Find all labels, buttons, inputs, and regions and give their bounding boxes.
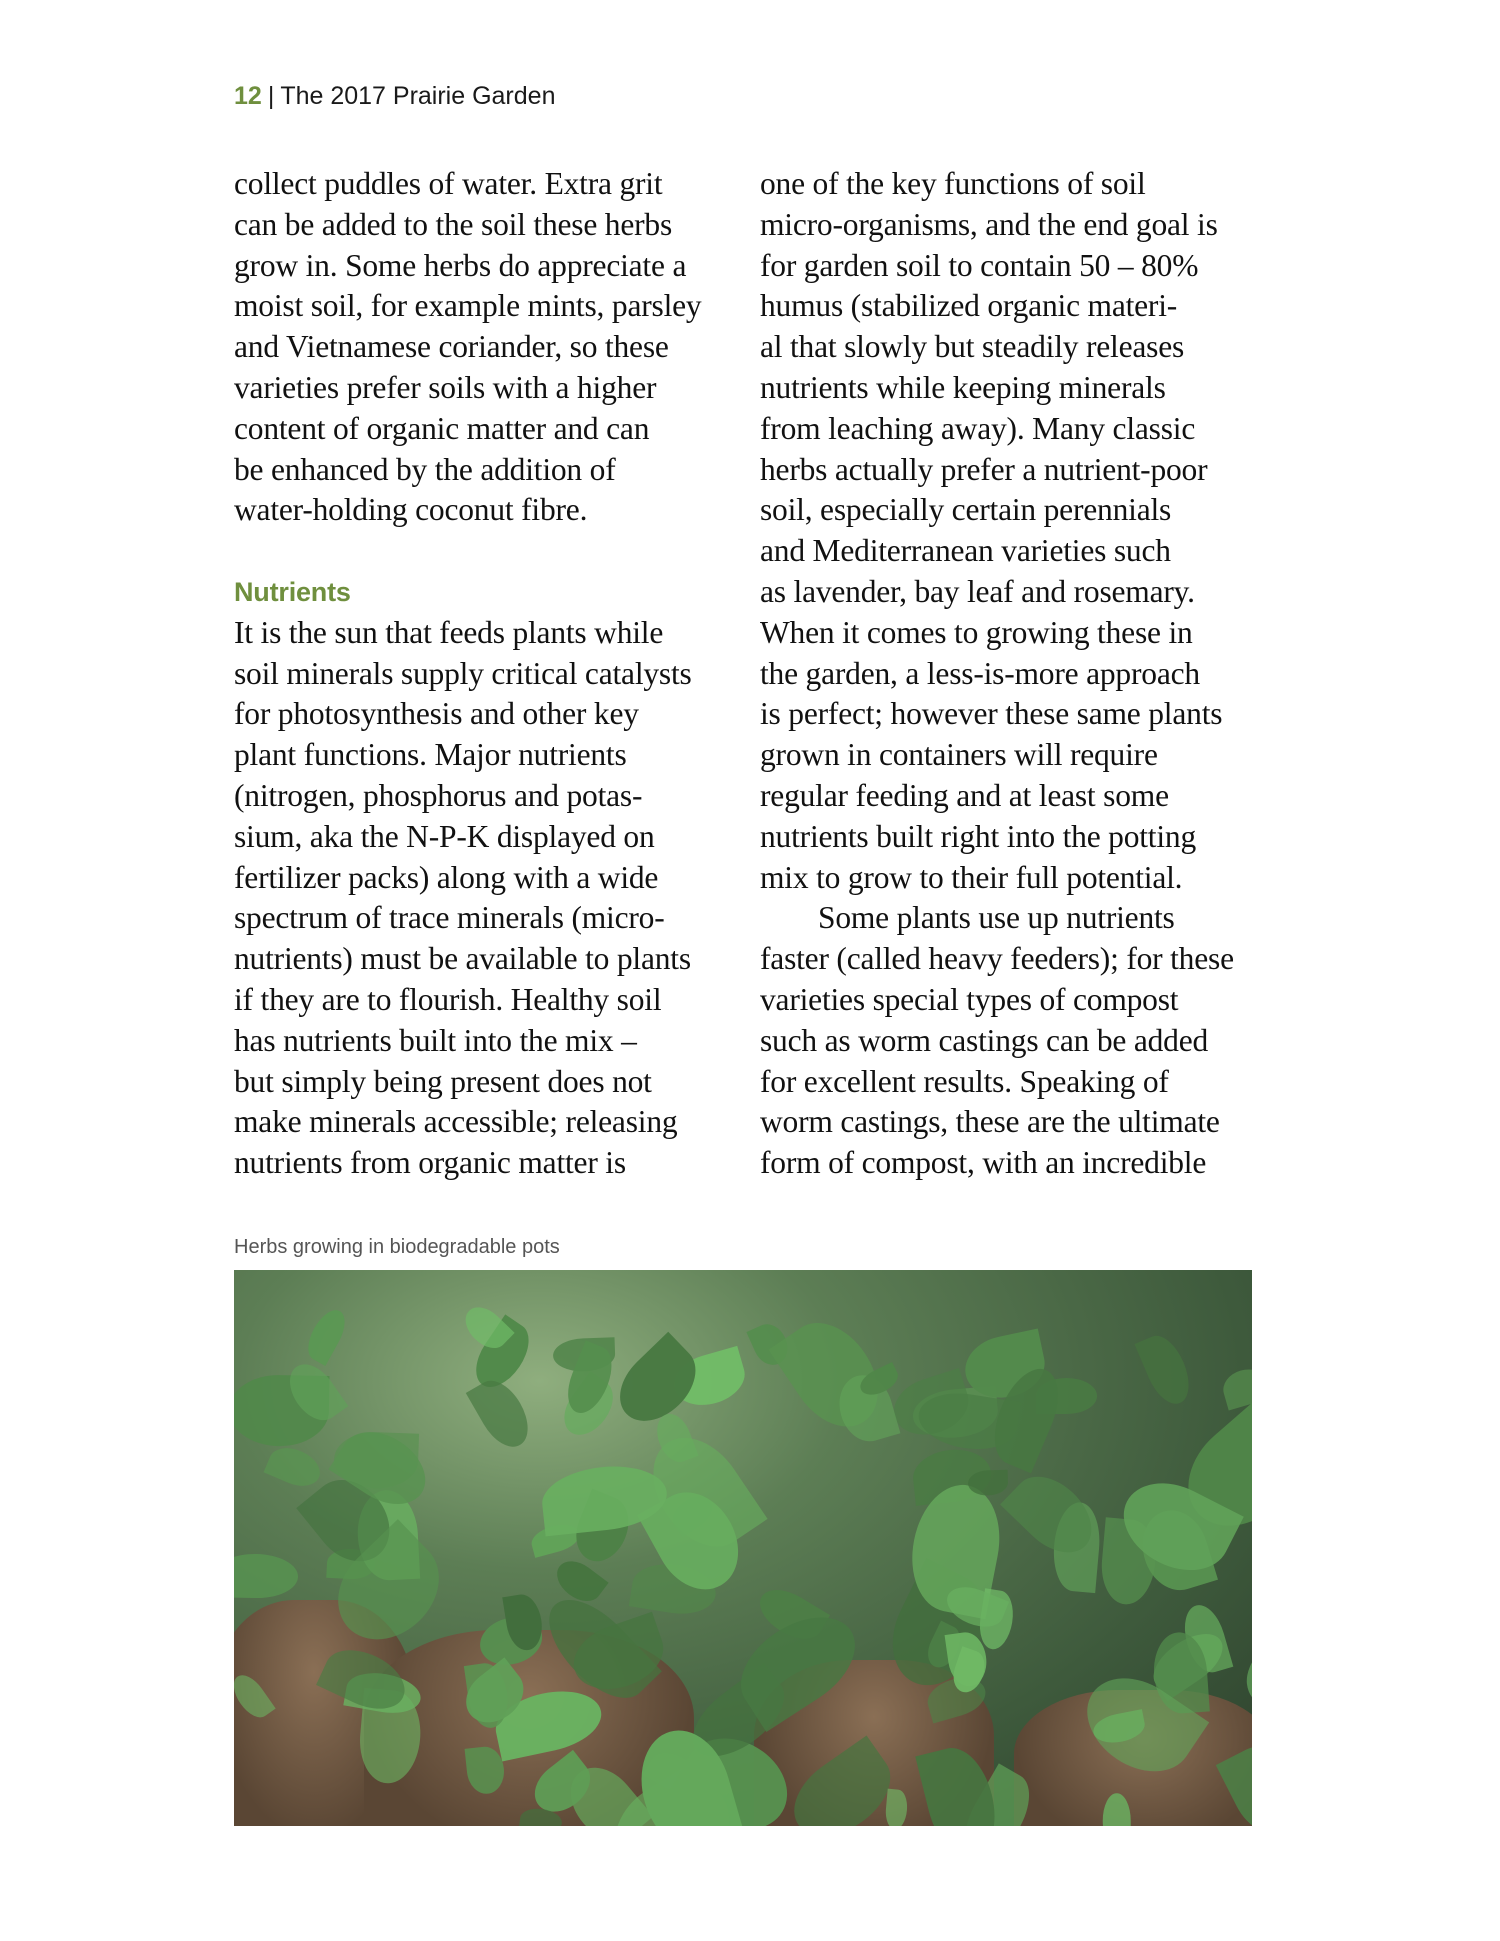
text-line: When it comes to growing these in	[760, 614, 1193, 650]
text-line: for excellent results. Speaking of	[760, 1063, 1169, 1099]
leaf-shape	[301, 1304, 352, 1366]
text-line: nutrients built right into the potting	[760, 818, 1196, 854]
text-line: one of the key functions of soil	[760, 166, 1146, 201]
text-line: and Mediterranean varieties such	[760, 533, 1171, 569]
text-line: is perfect; however these same plants	[760, 696, 1223, 732]
text-line: humus (stabilized organic materi-	[760, 288, 1178, 324]
text-line: but simply being present does not	[234, 1063, 652, 1099]
text-line: such as worm castings can be added	[760, 1022, 1209, 1058]
text-line: micro-organisms, and the end goal is	[760, 206, 1218, 242]
herbs-photo	[234, 1270, 1252, 1826]
text-line: soil, especially certain perennials	[760, 492, 1172, 528]
text-line: grown in containers will require	[760, 737, 1158, 773]
text-line: for garden soil to contain 50 – 80%	[760, 247, 1199, 283]
text-line: al that slowly but steadily releases	[760, 329, 1185, 365]
right-column	[760, 164, 1280, 1184]
text-line: sium, aka the N-P-K displayed on	[234, 818, 655, 854]
text-line: fertilizer packs) along with a wide	[234, 859, 659, 895]
leaf-shape	[967, 1469, 1008, 1496]
blank-line	[234, 531, 754, 572]
header-separator: |	[267, 82, 275, 110]
text-line: make minerals accessible; releasing	[234, 1104, 678, 1140]
text-line: has nutrients built into the mix –	[234, 1022, 637, 1058]
text-line: plant functions. Major nutrients	[234, 737, 627, 773]
text-line: from leaching away). Many classic	[760, 410, 1196, 446]
leaf-shape	[234, 1553, 299, 1599]
text-line: if they are to flourish. Healthy soil	[234, 981, 662, 1017]
text-line: varieties special types of compost	[760, 981, 1179, 1017]
leaf-shape	[466, 1372, 538, 1456]
text-line: for photosynthesis and other key	[234, 696, 639, 732]
text-line: nutrients) must be available to plants	[234, 941, 691, 977]
figure-caption: Herbs growing in biodegradable pots	[234, 1236, 560, 1258]
section-heading: Nutrients	[234, 576, 351, 607]
text-line: herbs actually prefer a nutrient-poor	[760, 451, 1208, 487]
text-line: nutrients from organic matter is	[234, 1145, 626, 1181]
text-line: Some plants use up nutrients	[818, 900, 1175, 936]
text-line: as lavender, bay leaf and rosemary.	[760, 573, 1195, 609]
text-line: faster (called heavy feeders); for these	[760, 941, 1234, 977]
running-header	[234, 82, 555, 111]
text-line: the garden, a less-is-more approach	[760, 655, 1200, 691]
text-line: varieties prefer soils with a higher	[234, 369, 657, 405]
text-line: content of organic matter and can	[234, 410, 650, 446]
leaf-shape	[1219, 1365, 1252, 1411]
leaf-shape	[264, 1441, 326, 1493]
text-line: It is the sun that feeds plants while	[234, 614, 664, 650]
leaf-shape	[1135, 1330, 1198, 1411]
text-line: be enhanced by the addition of	[234, 451, 616, 487]
text-line: can be added to the soil these herbs	[234, 206, 673, 242]
text-line: mix to grow to their full potential.	[760, 859, 1183, 895]
text-line: regular feeding and at least some	[760, 777, 1169, 813]
text-line: grow in. Some herbs do appreciate a	[234, 247, 687, 283]
text-line: (nitrogen, phosphorus and potas-	[234, 777, 643, 813]
text-line: soil minerals supply critical catalysts	[234, 655, 692, 691]
text-line: form of compost, with an incredible	[760, 1145, 1207, 1181]
text-line: and Vietnamese coriander, so these	[234, 329, 669, 365]
text-line: collect puddles of water. Extra grit	[234, 166, 663, 201]
text-line: spectrum of trace minerals (micro-	[234, 900, 665, 936]
text-line: moist soil, for example mints, parsley	[234, 288, 702, 324]
text-line: water-holding coconut fibre.	[234, 492, 588, 528]
text-line: worm castings, these are the ultimate	[760, 1104, 1220, 1140]
publication-title: The 2017 Prairie Garden	[280, 82, 556, 110]
page-number: 12	[234, 82, 262, 110]
left-column	[234, 164, 754, 1184]
text-line: nutrients while keeping minerals	[760, 369, 1166, 405]
